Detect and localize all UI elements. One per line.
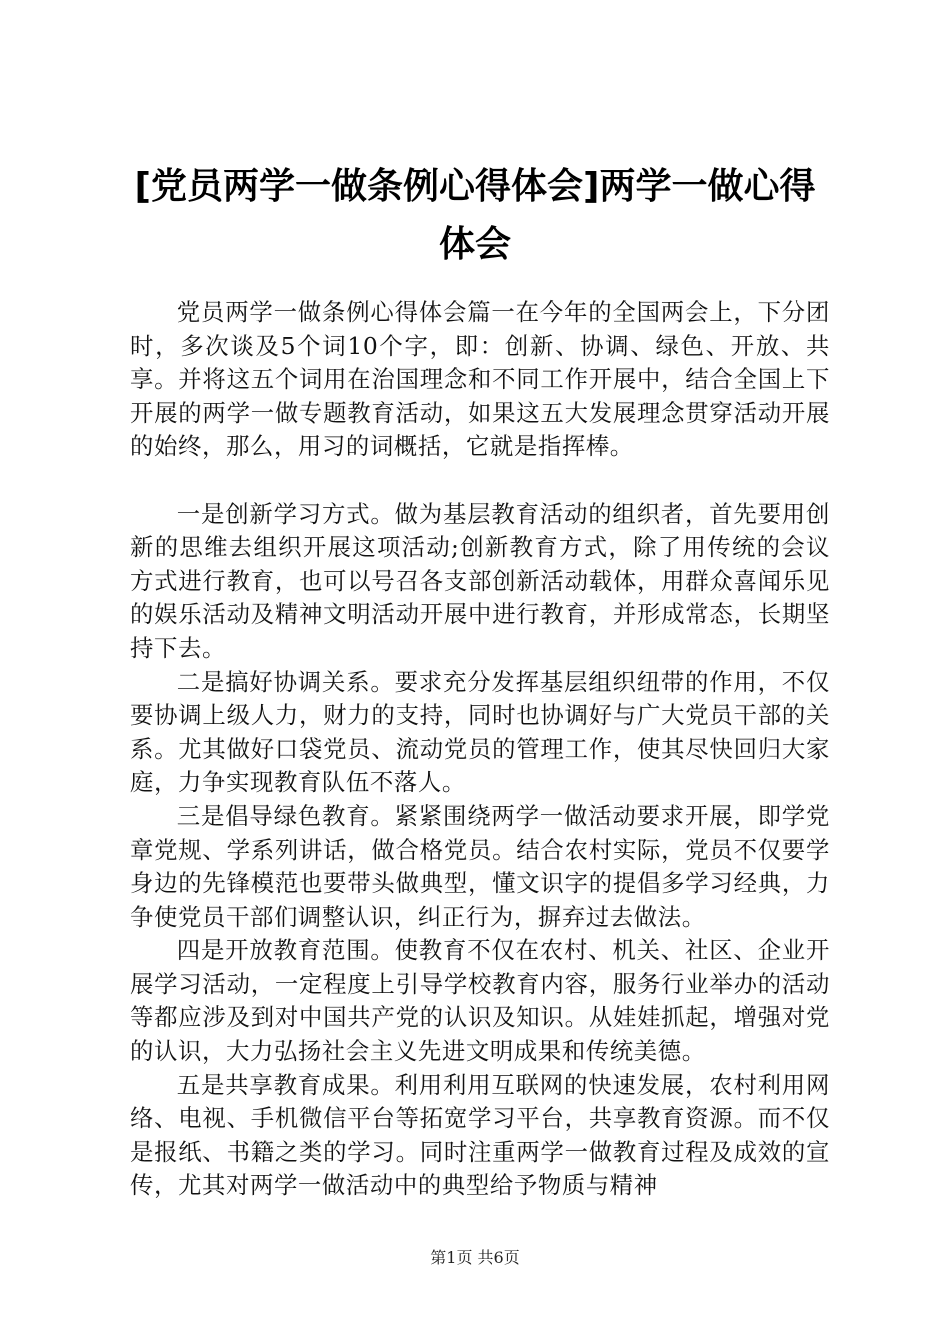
paragraph-intro: 党员两学一做条例心得体会篇一在今年的全国两会上，下分团时，多次谈及5个词10个字，即：创新、协调、绿色、开放、共享。并将这五个词用在治国理念和不同工作开展中，结合全国上下开展的两学一做专题教育活动，如果这五大发展理念贯穿活动开展的始终，那么，用习的词概括，它就是指挥棒。 bbox=[130, 298, 830, 461]
page-footer: 第1页 共6页 bbox=[430, 1248, 520, 1267]
document-title: [党员两学一做条例心得体会]两学一做心得体会 bbox=[134, 166, 816, 265]
document-body bbox=[130, 296, 830, 1203]
paragraph-green: 三是倡导绿色教育。紧紧围绕两学一做活动要求开展，即学党章党规、学系列讲话，做合格党员。结合农村实际，党员不仅要学身边的先锋模范也要带头做典型，懂文识字的提倡多学习经典，力争使党员干部们调整认识，纠正行为，摒弃过去做法。 bbox=[130, 801, 830, 931]
paragraph-coordination: 二是搞好协调关系。要求充分发挥基层组织纽带的作用，不仅要协调上级人力，财力的支持，同时也协调好与广大党员干部的关系。尤其做好口袋党员、流动党员的管理工作，使其尽快回归大家庭，力争实现教育队伍不落人。 bbox=[130, 667, 830, 797]
paragraph-openness: 四是开放教育范围。使教育不仅在农村、机关、社区、企业开展学习活动，一定程度上引导学校教育内容，服务行业举办的活动等都应涉及到对中国共产党的认识及知识。从娃娃抓起，增强对党的认识，大力弘扬社会主义先进文明成果和传统美德。 bbox=[130, 936, 830, 1066]
paragraph-sharing: 五是共享教育成果。利用利用互联网的快速发展，农村利用网络、电视、手机微信平台等拓宽学习平台，共享教育资源。而不仅是报纸、书籍之类的学习。同时注重两学一做教育过程及成效的宣传，尤其对两学一做活动中的典型给予物质与精神 bbox=[130, 1070, 830, 1200]
paragraph-innovation: 一是创新学习方式。做为基层教育活动的组织者，首先要用创新的思维去组织开展这项活动;创新教育方式，除了用传统的会议方式进行教育，也可以号召各支部创新活动载体，用群众喜闻乐见的娱乐活动及精神文明活动开展中进行教育，并形成常态，长期坚持下去。 bbox=[130, 499, 830, 662]
